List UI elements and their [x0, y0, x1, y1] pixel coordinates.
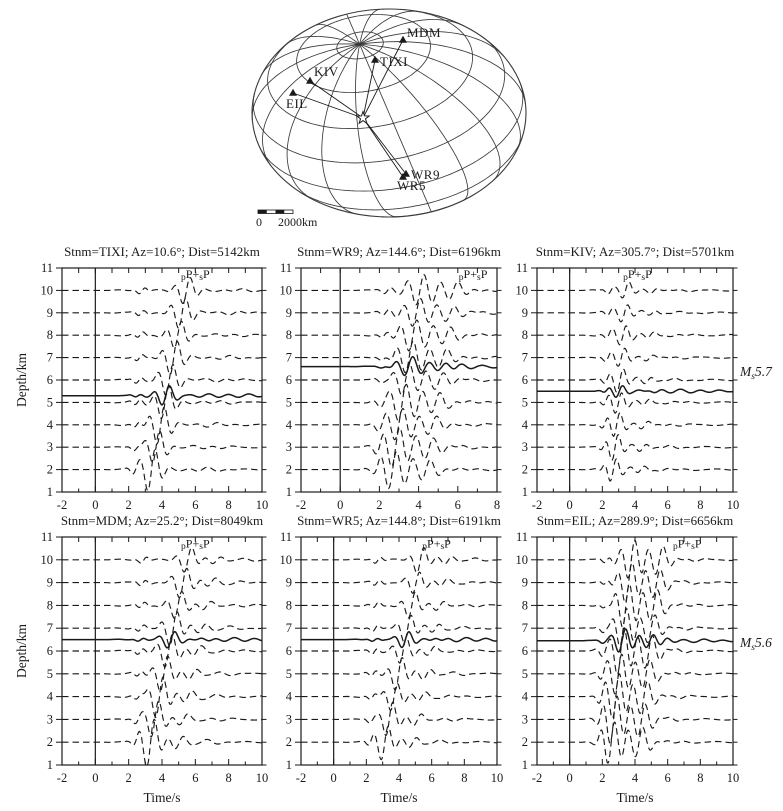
panel-title: Stnm=WR9; Az=144.6°; Dist=6196km	[297, 244, 501, 259]
x-tick-label: 6	[454, 498, 461, 512]
synthetic-trace-depth-5	[62, 656, 262, 692]
synthetic-trace-depth-2	[301, 452, 497, 489]
x-tick-label: 6	[664, 771, 671, 785]
y-tick-label: 2	[521, 462, 528, 477]
y-tick-label: 7	[521, 350, 528, 365]
meridian-line	[261, 44, 360, 76]
pP-sP-annotation: pP+sP	[672, 536, 702, 553]
y-tick-label: 3	[46, 712, 53, 727]
magnitude-label: $M_s5.7$	[740, 364, 772, 383]
y-tick-label: 9	[285, 575, 292, 590]
observed-trace	[537, 386, 733, 397]
synthetic-trace-depth-7	[537, 348, 733, 366]
x-tick-label: 2	[599, 498, 606, 512]
x-axis	[532, 268, 739, 512]
raypath-line	[310, 81, 363, 118]
x-tick-label: 0	[92, 771, 99, 785]
synthetic-trace-depth-9	[62, 298, 262, 328]
y-tick-label: 10	[279, 552, 292, 567]
y-tick-label: 8	[46, 598, 53, 613]
synthetic-trace-depth-6	[301, 365, 497, 395]
x-tick-label: 8	[697, 498, 704, 512]
y-tick-label: 4	[46, 417, 53, 432]
synthetic-trace-depth-10	[62, 548, 262, 572]
x-tick-label: 4	[158, 771, 166, 785]
meridian-line	[287, 36, 360, 44]
x-tick-label: 2	[125, 771, 132, 785]
y-tick-label: 10	[515, 552, 528, 567]
y-tick-label: 6	[46, 373, 53, 387]
synthetic-trace-depth-2	[62, 449, 262, 490]
raypath-line	[363, 118, 403, 177]
x-tick-label: 6	[428, 771, 435, 785]
station-triangle-icon	[399, 36, 407, 43]
synthetic-trace-depth-10	[62, 278, 262, 304]
synthetic-trace-depth-5	[62, 386, 262, 419]
station-KIV	[306, 64, 339, 84]
y-tick-label: 9	[521, 575, 528, 590]
synthetic-trace-depth-2	[301, 726, 497, 759]
panel-title: Stnm=MDM; Az=25.2°; Dist=8049km	[60, 513, 264, 528]
synthetic-trace-depth-3	[62, 431, 262, 463]
x-tick-label: 8	[493, 498, 501, 512]
y-tick-label: 4	[521, 417, 528, 432]
y-axis-title: Depth/km	[14, 353, 29, 407]
plot-frame	[537, 537, 733, 765]
synthetic-trace-depth-6	[62, 365, 262, 396]
x-axis	[296, 268, 500, 512]
y-tick-label: 5	[285, 395, 292, 410]
x-axis	[532, 537, 739, 785]
y-tick-label: 1	[46, 758, 53, 772]
y-tick-label: 9	[46, 575, 53, 590]
x-tick-label: -2	[56, 498, 68, 512]
x-tick-label: 10	[255, 498, 269, 512]
azimuthal-map	[252, 9, 526, 229]
y-tick-label: 5	[46, 666, 53, 681]
y-tick-label: 2	[521, 735, 528, 750]
panel-TIXI	[14, 244, 268, 512]
y-tick-label: 4	[521, 689, 528, 704]
synthetic-trace-depth-9	[537, 563, 733, 603]
y-tick-label: 6	[46, 644, 53, 658]
station-label: WR5	[397, 178, 426, 193]
epicenter-star	[357, 112, 369, 124]
y-tick-label: 2	[285, 462, 292, 477]
y-tick-label: 8	[521, 328, 528, 343]
trace-area	[301, 548, 497, 760]
synthetic-trace-depth-8	[301, 320, 497, 351]
y-tick-label: 5	[521, 395, 528, 410]
y-tick-label: 11	[40, 261, 53, 275]
synthetic-trace-depth-5	[537, 393, 733, 413]
x-tick-label: 4	[631, 498, 639, 512]
observed-trace	[62, 632, 262, 648]
y-tick-label: 4	[285, 689, 292, 704]
y-tick-label: 5	[285, 666, 292, 681]
x-tick-label: 10	[726, 771, 740, 785]
synthetic-trace-depth-3	[301, 702, 497, 735]
synthetic-trace-depth-4	[537, 674, 733, 718]
y-tick-label: 1	[521, 758, 528, 772]
y-tick-label: 9	[521, 305, 528, 320]
x-tick-label: 2	[363, 771, 370, 785]
panel-title: Stnm=KIV; Az=305.7°; Dist=5701km	[535, 244, 735, 259]
synthetic-trace-depth-3	[537, 696, 733, 743]
y-tick-label: 3	[521, 712, 528, 727]
y-tick-label: 9	[46, 305, 53, 320]
y-tick-label: 6	[285, 373, 292, 387]
synthetic-trace-depth-6	[537, 369, 733, 392]
x-tick-label: 8	[461, 771, 468, 785]
x-tick-label: 4	[631, 771, 639, 785]
x-axis	[296, 537, 503, 785]
y-tick-label: 11	[515, 261, 528, 275]
synthetic-trace-depth-8	[62, 321, 262, 348]
synthetic-trace-depth-8	[537, 584, 733, 627]
station-label: KIV	[314, 64, 339, 79]
pP-sP-annotation: pP+sP	[623, 267, 652, 283]
x-axis	[57, 537, 268, 785]
x-tick-label: 8	[225, 498, 232, 512]
synthetic-trace-depth-3	[537, 435, 733, 461]
station-EIL	[286, 89, 308, 111]
panel-title: Stnm=WR5; Az=144.8°; Dist=6191km	[297, 513, 501, 528]
synthetic-trace-depth-6	[537, 628, 733, 675]
y-tick-label: 1	[46, 485, 53, 499]
observed-trace	[62, 386, 262, 405]
x-tick-label: 0	[566, 771, 573, 785]
x-tick-label: -2	[295, 498, 307, 512]
y-tick-label: 6	[285, 644, 292, 658]
trace-area	[537, 540, 733, 763]
x-tick-label: -2	[531, 498, 543, 512]
synthetic-trace-depth-4	[62, 407, 262, 444]
x-tick-label: 0	[566, 498, 573, 512]
y-tick-label: 4	[285, 417, 292, 432]
y-tick-label: 11	[515, 530, 528, 544]
scale-bar-segment	[258, 210, 267, 214]
y-tick-label: 7	[46, 621, 53, 636]
x-tick-label: 8	[697, 771, 704, 785]
x-tick-label: -2	[56, 771, 68, 785]
synthetic-trace-depth-8	[537, 326, 733, 345]
trace-area	[62, 548, 262, 767]
x-axis-title: Time/s	[143, 790, 181, 805]
synthetic-trace-depth-10	[301, 548, 497, 573]
synthetic-trace-depth-4	[537, 413, 733, 436]
y-tick-label: 10	[279, 283, 292, 298]
x-tick-label: 0	[92, 498, 99, 512]
synthetic-trace-depth-9	[62, 568, 262, 597]
raypath-line	[363, 60, 375, 118]
y-tick-label: 4	[46, 689, 53, 704]
map-scale-bar	[256, 210, 318, 229]
scale-bar-segment	[276, 210, 285, 214]
y-tick-label: 8	[46, 328, 53, 343]
raypath-line	[363, 118, 406, 174]
pP-sP-annotation: pP+sP	[181, 267, 210, 283]
y-tick-label: 2	[46, 735, 53, 750]
magnitude-label: $M_s5.6$	[740, 635, 772, 654]
trace-area	[537, 282, 733, 481]
panel-EIL	[516, 513, 773, 805]
y-axis-title: Depth/km	[14, 624, 29, 678]
y-tick-label: 1	[285, 758, 292, 772]
x-axis-title: Time/s	[616, 790, 654, 805]
x-tick-label: 4	[395, 771, 403, 785]
synthetic-trace-depth-10	[537, 282, 733, 298]
panel-KIV	[516, 244, 774, 512]
x-tick-label: 6	[192, 771, 199, 785]
pP-sP-annotation: pP+sP	[458, 267, 488, 283]
panel-WR5	[280, 513, 504, 805]
panel-WR9	[280, 244, 502, 512]
y-tick-label: 3	[285, 712, 292, 727]
y-tick-label: 10	[40, 552, 53, 567]
y-tick-label: 11	[40, 530, 53, 544]
synthetic-trace-depth-7	[62, 612, 262, 646]
x-tick-label: 10	[490, 771, 504, 785]
trace-area	[62, 278, 262, 491]
y-tick-label: 10	[515, 283, 528, 298]
y-tick-label: 1	[521, 485, 528, 499]
x-tick-label: 10	[726, 498, 740, 512]
synthetic-trace-depth-7	[62, 342, 262, 375]
synthetic-trace-depth-3	[62, 701, 262, 737]
synthetic-trace-depth-4	[62, 677, 262, 718]
station-TIXI	[371, 54, 408, 69]
synthetic-trace-depth-4	[301, 684, 497, 711]
station-triangle-icon	[289, 89, 297, 96]
y-tick-label: 8	[285, 328, 292, 343]
synthetic-trace-depth-8	[62, 592, 262, 619]
x-tick-label: 6	[192, 498, 199, 512]
y-tick-label: 11	[279, 530, 292, 544]
y-tick-label: 5	[46, 395, 53, 410]
y-tick-label: 9	[285, 305, 292, 320]
synthetic-trace-depth-9	[301, 299, 497, 326]
y-tick-label: 8	[521, 598, 528, 613]
observed-trace	[537, 629, 733, 652]
y-tick-label: 7	[285, 621, 292, 636]
x-tick-label: -2	[531, 771, 543, 785]
y-tick-label: 6	[521, 644, 528, 658]
y-tick-label: 11	[279, 261, 292, 275]
scale-length-label: 2000km	[278, 215, 318, 229]
panel-title: Stnm=TIXI; Az=10.6°; Dist=5142km	[64, 244, 260, 259]
synthetic-trace-depth-2	[537, 459, 733, 481]
panel-MDM	[14, 513, 268, 805]
station-label: WR9	[411, 167, 440, 182]
plot-frame	[301, 537, 497, 765]
x-tick-label: 0	[330, 771, 337, 785]
station-MDM	[399, 25, 441, 43]
x-tick-label: 10	[255, 771, 269, 785]
graticule	[252, 9, 526, 217]
panel-title: Stnm=EIL; Az=289.9°; Dist=6656km	[536, 513, 734, 528]
x-tick-label: 2	[599, 771, 606, 785]
synthetic-trace-depth-2	[537, 722, 733, 763]
x-axis	[57, 268, 268, 512]
y-tick-label: 2	[285, 735, 292, 750]
x-tick-label: 6	[664, 498, 671, 512]
x-tick-label: 2	[125, 498, 132, 512]
pP-sP-annotation: pP+sP	[422, 536, 451, 553]
synthetic-trace-depth-10	[537, 540, 733, 578]
scale-zero-label: 0	[256, 215, 262, 229]
y-tick-label: 7	[46, 350, 53, 365]
y-tick-label: 6	[521, 373, 528, 387]
x-tick-label: -2	[295, 771, 307, 785]
y-tick-label: 3	[521, 440, 528, 455]
x-tick-label: 4	[158, 498, 166, 512]
trace-area	[301, 275, 497, 489]
synthetic-trace-depth-4	[301, 409, 497, 440]
y-tick-label: 7	[521, 621, 528, 636]
x-tick-label: 8	[225, 771, 232, 785]
y-tick-label: 3	[285, 440, 292, 455]
y-tick-label: 1	[285, 485, 292, 499]
y-tick-label: 10	[40, 283, 53, 298]
station-label: MDM	[407, 25, 442, 40]
station-label: TIXI	[380, 54, 408, 69]
synthetic-trace-depth-9	[537, 305, 733, 322]
observed-trace	[301, 632, 497, 648]
y-tick-label: 3	[46, 440, 53, 455]
x-axis-title: Time/s	[380, 790, 418, 805]
y-tick-label: 2	[46, 462, 53, 477]
x-tick-label: 4	[415, 498, 422, 512]
station-label: EIL	[286, 96, 308, 111]
pP-sP-annotation: pP+sP	[181, 536, 210, 553]
synthetic-trace-depth-8	[301, 592, 497, 618]
y-tick-label: 8	[285, 598, 292, 613]
y-tick-label: 5	[521, 666, 528, 681]
x-tick-label: 0	[337, 498, 344, 512]
observed-trace	[301, 357, 497, 376]
y-tick-label: 7	[285, 350, 292, 365]
x-tick-label: 2	[376, 498, 383, 512]
synthetic-trace-depth-9	[301, 572, 497, 593]
